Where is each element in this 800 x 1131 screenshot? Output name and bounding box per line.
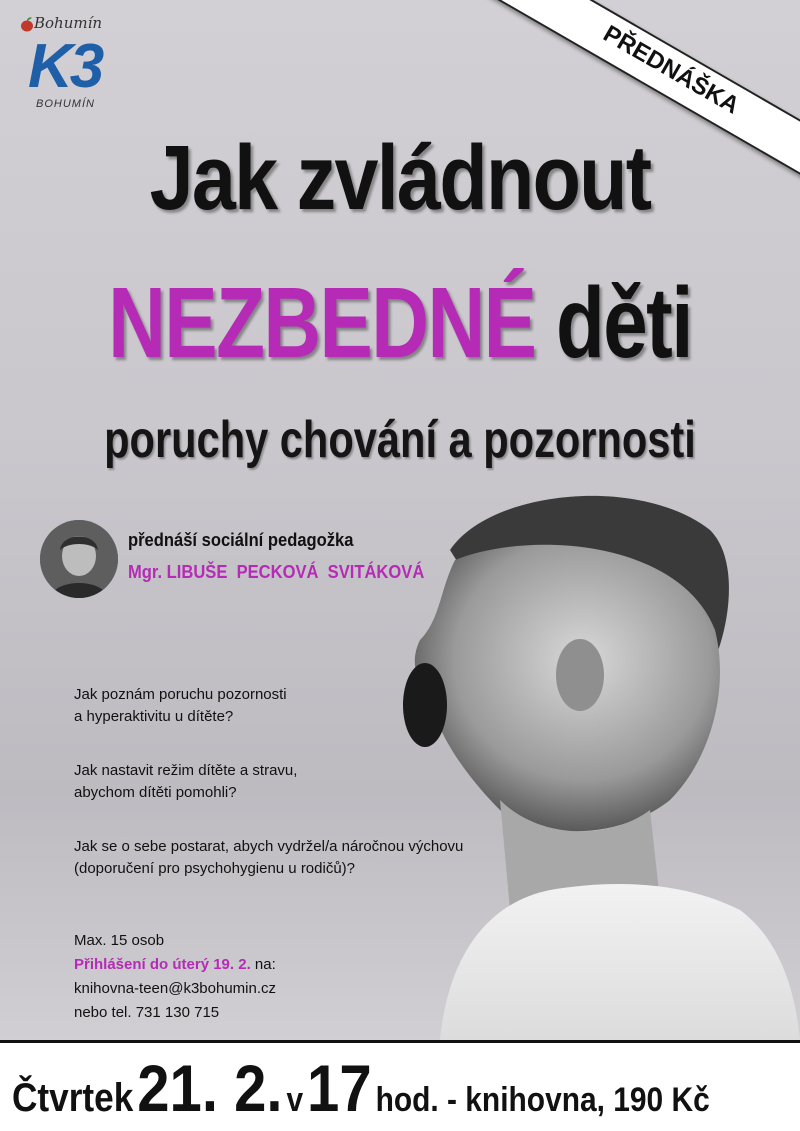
title-highlight-word: NEZBEDNÉ [108,267,536,379]
capacity-text: Max. 15 osob [74,932,165,949]
title-line-2 [80,268,720,378]
title-rest-word: děti [556,267,692,379]
speaker-avatar [40,520,118,598]
question-3-line-1: Jak se o sebe postarat, abych vydržel/a náročnou výchovu [74,838,464,855]
title-line-1: Jak zvládnout [149,127,651,229]
question-2-line-1: Jak nastavit režim dítěte a stravu, [74,762,298,779]
event-date: 21. 2. [137,1051,283,1125]
question-2-line-2: abychom dítěti pomohli? [74,784,237,801]
logo-subtitle: BOHUMÍN [36,98,95,110]
contact-email[interactable]: knihovna-teen@k3bohumin.cz [74,980,277,997]
signup-rest: na: [250,956,276,973]
apple-icon [20,16,34,32]
question-2 [74,760,297,804]
question-1 [74,684,287,728]
ribbon-label: PŘEDNÁŠKA [598,20,744,120]
event-day: Čtvrtek [12,1076,134,1120]
event-hour: 17 [307,1051,372,1125]
logo-k3-mark: K3 [28,32,102,101]
question-1-line-2: a hyperaktivitu u dítěte? [74,708,234,725]
question-1-line-1: Jak poznám poruchu pozornosti [74,686,287,703]
signup-line [74,954,276,976]
speaker-name: Mgr. LIBUŠE PECKOVÁ SVITÁKOVÁ [128,562,425,582]
event-v: v [286,1081,304,1119]
event-info-bar [0,1040,800,1131]
question-3-line-2: (doporučení pro psychohygienu u rodičů)? [74,860,356,877]
logo-script-text: Bohumín [34,14,103,32]
screaming-boy-photo [380,480,800,1040]
speaker-role: přednáší sociální pedagožka [128,530,354,550]
signup-deadline: Přihlášení do úterý 19. 2. [74,956,251,973]
question-3 [74,836,463,880]
subtitle: poruchy chování a pozornosti [104,411,696,469]
event-rest: hod. - knihovna, 190 Kč [375,1081,710,1119]
contact-phone: nebo tel. 731 130 715 [74,1004,220,1021]
k3-logo[interactable] [16,14,126,124]
event-line [12,1043,716,1131]
